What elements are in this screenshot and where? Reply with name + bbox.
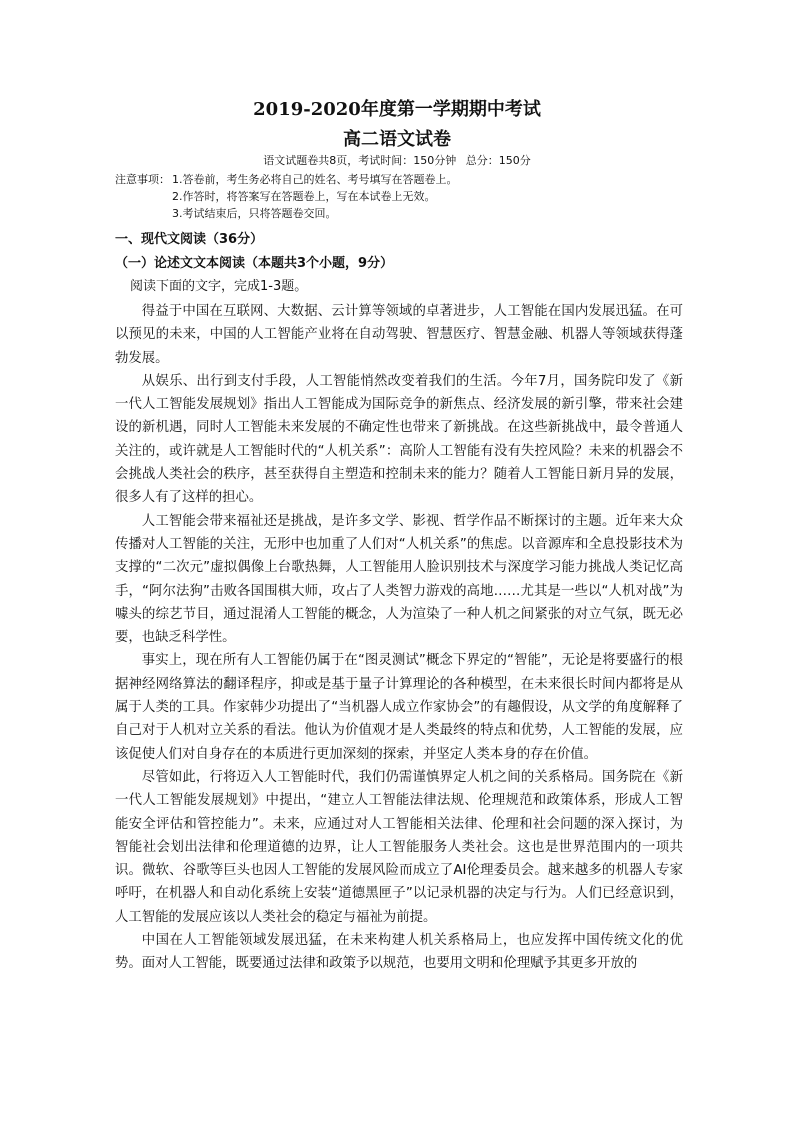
exam-notes (115, 171, 458, 222)
notes-row (115, 205, 458, 222)
paper-info: 语文试题卷共8页，考试时间：150分钟 (263, 154, 457, 167)
passage-paragraph: 人工智能会带来福祉还是挑战，是许多文学、影视、哲学作品不断探讨的主题。近年来大众传播对人工智能的关注，无形中也加重了人们对“人机关系”的焦虑。以音源库和全息投影技术为支撑的“二次元”虚拟偶像上台歌热舞，人工智能用人脸识别技术与深度学习能力挑战人类记忆高手，“阿尔法狗”击败各国围棋大师，攻占了人类智力游戏的高地……尤其是一些以“人机对战”为噱头的综艺节目，通过混淆人工智能的概念，人为渲染了一种人机之间紧张的对立气氛，既无必要，也缺乏科学性。 (115, 513, 683, 646)
passage-paragraph: 尽管如此，行将迈入人工智能时代，我们仍需谨慎界定人机之间的关系格局。国务院在《新一代人工智能发展规划》中提出，“建立人工智能法律法规、伦理规范和政策体系，形成人工智能安全评估和管控能力”。未来，应通过对人工智能相关法律、伦理和社会问题的深入探讨，为智能社会划出法律和伦理道德的边界，让人工智能服务人类社会。这也是世界范围内的一项共识。微软、谷歌等巨头也因人工智能的发展风险而成立了AI伦理委员会。越来越多的机器人专家呼吁，在机器人和自动化系统上安装“道德黑匣子”以记录机器的决定与行为。人们已经意识到，人工智能的发展应该以人类社会的稳定与福祉为前提。 (115, 769, 683, 925)
passage-paragraph: 从娱乐、出行到支付手段，人工智能悄然改变着我们的生活。今年7月，国务院印发了《新一代人工智能发展规划》指出人工智能成为国际竞争的新焦点、经济发展的新引擎，带来社会建设的新机遇，同时人工智能未来发展的不确定性也带来了新挑战。在这些新挑战中，最令普通人关注的，或许就是人工智能时代的“人机关系”：高阶人工智能有没有失控风险？未来的机器会不会挑战人类社会的秩序，甚至获得自主塑造和控制未来的能力？随着人工智能日新月异的发展，很多人有了这样的担心。 (115, 373, 683, 506)
notes-item: 1.答卷前，考生务必将自己的姓名、考号填写在答题卷上。 (172, 173, 458, 186)
notes-row (115, 188, 458, 205)
notes-item: 3.考试结束后，只将答题卷交回。 (172, 207, 337, 220)
notes-row (115, 171, 458, 188)
section-heading: 一、现代文阅读（36分） (115, 232, 264, 247)
reading-instruction: 阅读下面的文字，完成1-3题。 (130, 279, 308, 294)
total-score: 总分：150分 (465, 154, 531, 167)
passage-paragraph: 得益于中国在互联网、大数据、云计算等领域的卓著进步，人工智能在国内发展迅猛。在可以预见的未来，中国的人工智能产业将在自动驾驶、智慧医疗、智慧金融、机器人等领域获得蓬勃发展。 (115, 304, 683, 366)
passage-paragraph: 中国在人工智能领域发展迅猛，在未来构建人机关系格局上，也应发挥中国传统文化的优势。面对人工智能，既要通过法律和政策予以规范，也要用文明和伦理赋予其更多开放的 (115, 933, 683, 972)
notes-item: 2.作答时，将答案写在答题卷上，写在本试卷上无效。 (172, 190, 436, 203)
exam-info-line (0, 154, 794, 168)
section-subheading: （一）论述文文本阅读（本题共3个小题，9分） (115, 256, 394, 271)
reading-passage (115, 300, 683, 976)
notes-label: 注意事项： (115, 173, 170, 186)
passage-paragraph: 事实上，现在所有人工智能仍属于在“图灵测试”概念下界定的“智能”，无论是将要盛行的根据神经网络算法的翻译程序，抑或是基于量子计算理论的各种模型，在未来很长时间内都将是从属于人类的工具。作家韩少功提出了“当机器人成立作家协会”的有趣假设，从文学的角度解释了自己对于人机对立关系的看法。他认为价值观才是人类最终的特点和优势，人工智能的发展，应该促使人们对自身存在的本质进行更加深刻的探索，并坚定人类本身的存在价值。 (115, 653, 683, 762)
exam-subtitle: 高二语文试卷 (343, 129, 451, 150)
exam-title: 2019-2020年度第一学期期中考试 (253, 99, 541, 120)
